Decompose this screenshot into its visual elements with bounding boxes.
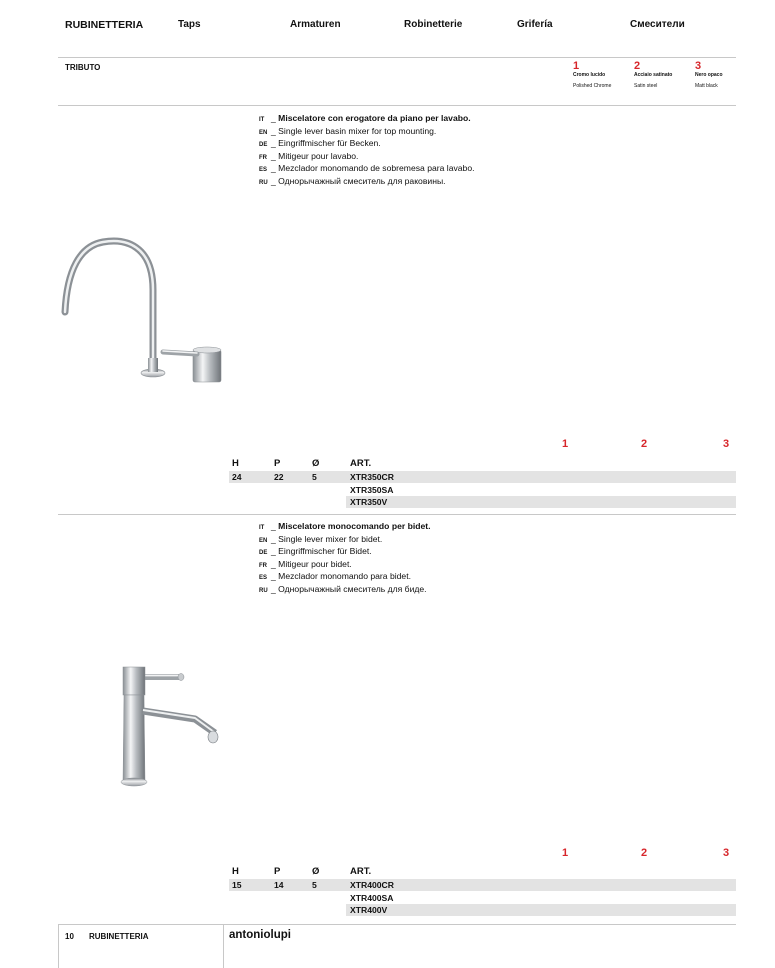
article-code: XTR400V	[350, 905, 388, 915]
finish-name-en: Satin steel	[634, 83, 658, 89]
col-header-diameter: Ø	[312, 458, 320, 469]
series-name: TRIBUTO	[65, 63, 101, 72]
col-header-art: ART.	[350, 866, 372, 877]
finish-name-it: Cromo lucido	[573, 72, 606, 78]
finish-column-2: 2	[641, 847, 648, 859]
finish-name-en: Polished Chrome	[573, 83, 612, 89]
description-row: DE _ Eingriffmischer für Becken.	[259, 138, 381, 148]
finish-legend-3	[695, 60, 723, 89]
finish-legend-2	[634, 60, 672, 89]
dim-p: 22	[274, 472, 284, 482]
table-row-band	[229, 471, 736, 483]
description-row: ES _ Mezclador monomando de sobremesa para lavabo.	[259, 163, 475, 173]
description-row: EN _ Single lever basin mixer for top mounting.	[259, 125, 437, 136]
footer-section: RUBINETTERIA	[89, 932, 149, 941]
col-header-p: P	[274, 866, 281, 877]
finish-number: 2	[634, 60, 641, 72]
col-header-diameter: Ø	[312, 866, 320, 877]
description-row: FR _ Mitigeur pour lavabo.	[259, 150, 359, 161]
finish-column-1: 1	[562, 438, 569, 450]
table-row-band	[346, 496, 736, 508]
dim-diameter: 5	[312, 880, 317, 890]
header-title-de: Armaturen	[290, 19, 341, 30]
dim-diameter: 5	[312, 472, 317, 482]
page-number: 10	[65, 932, 74, 941]
article-code: XTR350SA	[350, 484, 394, 495]
finish-column-1: 1	[562, 847, 569, 859]
header-divider	[58, 57, 736, 58]
description-row: EN _ Single lever mixer for bidet.	[259, 533, 383, 544]
description-row: ES _ Mezclador monomando para bidet.	[259, 571, 411, 581]
bidet-mixer-image	[115, 663, 225, 793]
table-row-band	[229, 879, 736, 891]
header-title-fr: Robinetterie	[404, 19, 463, 30]
description-row: IT _ Miscelatore monocomando per bidet.	[259, 521, 431, 531]
description-row: DE _ Eingriffmischer für Bidet.	[259, 546, 372, 556]
finish-number: 1	[573, 60, 580, 72]
col-header-p: P	[274, 458, 281, 469]
article-code: XTR350V	[350, 497, 388, 507]
dim-h: 24	[232, 472, 242, 482]
footer-box-right	[223, 925, 224, 968]
col-header-h: H	[232, 866, 239, 877]
finish-column-3: 3	[723, 438, 730, 450]
basin-mixer-image	[55, 230, 235, 380]
description-row: FR _ Mitigeur pour bidet.	[259, 558, 352, 569]
dim-h: 15	[232, 880, 242, 890]
header-title-ru: Смесители	[630, 19, 685, 30]
description-row: RU _ Однорычажный смеситель для биде.	[259, 583, 427, 594]
description-row: IT _ Miscelatore con erogatore da piano per lavabo.	[259, 113, 471, 123]
description-row: RU _ Однорычажный смеситель для раковины.	[259, 175, 446, 186]
finish-name-en: Matt black	[695, 83, 718, 89]
header-title-es: Grifería	[517, 19, 553, 30]
footer-divider	[58, 924, 736, 925]
brand-logo: antoniolupi	[229, 929, 291, 941]
article-code: XTR400SA	[350, 892, 394, 903]
finish-column-2: 2	[641, 438, 648, 450]
col-header-art: ART.	[350, 458, 372, 469]
table-row-band	[346, 904, 736, 916]
series-divider	[58, 105, 736, 106]
header-title-it: RUBINETTERIA	[65, 19, 144, 31]
finish-name-it: Acciaio satinato	[634, 72, 673, 78]
finish-name-it: Nero opaco	[695, 72, 723, 78]
article-code: XTR350CR	[350, 472, 394, 482]
header-title-en: Taps	[178, 19, 201, 30]
dim-p: 14	[274, 880, 284, 890]
footer-box-left	[58, 925, 59, 968]
article-code: XTR400CR	[350, 880, 394, 890]
finish-number: 3	[695, 60, 702, 72]
product-divider	[58, 514, 736, 515]
finish-column-3: 3	[723, 847, 730, 859]
col-header-h: H	[232, 458, 239, 469]
finish-legend-1	[573, 60, 611, 89]
